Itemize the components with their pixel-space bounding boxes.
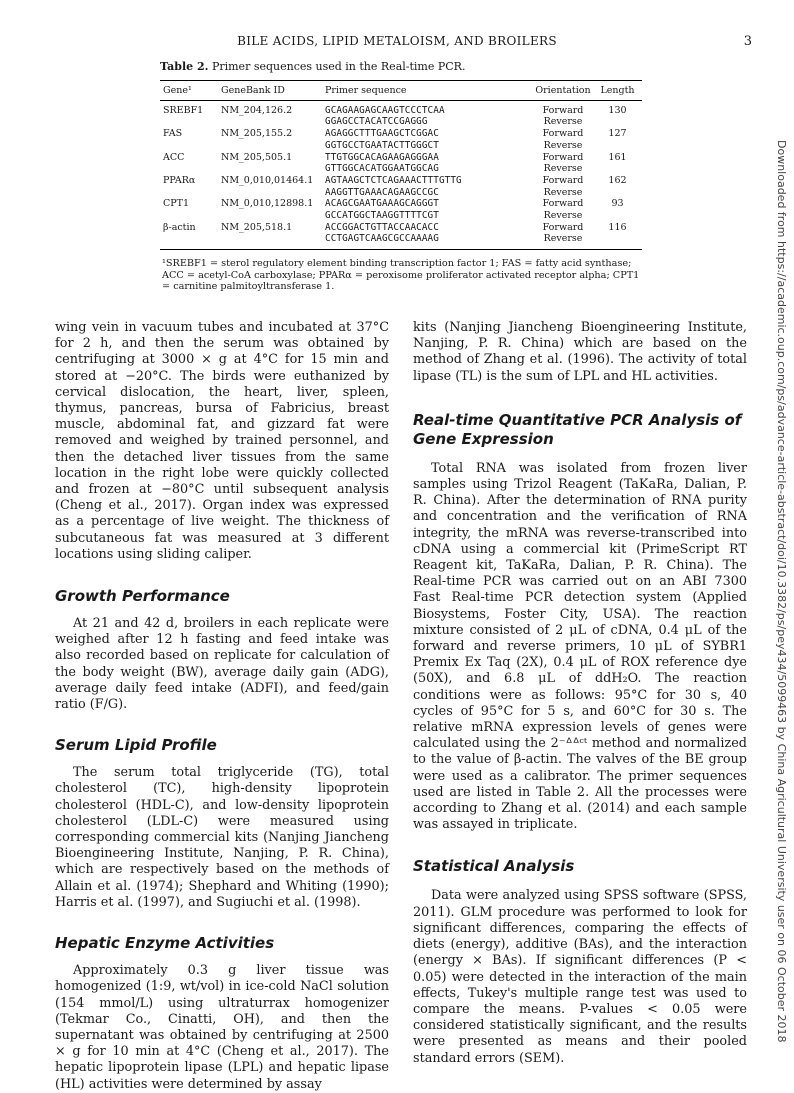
genebank-cell: NM_0,010,12898.1 <box>221 198 314 210</box>
empty-cell <box>160 116 221 128</box>
table-footnote: ¹SREBF1 = sterol regulatory element binding transcription factor 1; FAS = fatty acid synthase; ACC = acetyl-CoA carboxylase; PPARα = peroxisome proliferator activated receptor alpha; CPT1 = carnitine palmitoyltransferase 1. <box>162 258 640 293</box>
pcr-paragraph: Total RNA was isolated from frozen liver samples using Trizol Reagent (TaKaRa, Dalian, P. R. China). After the determination of RNA purity and concentration and the verification of RNA integrity, the mRNA was reverse-transcribed into cDNA using a commercial kit (PrimeScript RT Reagent kit, TaKaRa, Dalian, P. R. China). The Real-time PCR was carried out on an ABI 7300 Fast Real-time PCR detection system (Applied Biosystems, Foster City, USA). The reaction mixture consisted of 2 μL of cDNA, 0.4 μL of the forward and reverse primers, 10 μL of SYBR1 Premix Ex Taq (2X), 0.4 μL of ROX reference dye (50X), and 6.8 μL of ddH₂O. The reaction conditions were as follows: 95°C for 30 s, 40 cycles of 95°C for 5 s, and 60°C for 30 s. The relative mRNA expression levels of genes were calculated using the 2⁻ᐞᐞᶜᵗ method and normalized to the value of β-actin. The valves of the BE group were used as a calibrator. The primer sequences used are listed in Table 2. All the processes were according to Zhang et al. (2014) and each sample was assayed in triplicate. <box>413 460 747 833</box>
length-cell: 161 <box>608 151 627 163</box>
empty-cell <box>221 233 325 249</box>
table-row <box>160 198 642 210</box>
empty-cell <box>160 233 221 249</box>
empty-cell <box>160 140 221 152</box>
primer-table-block <box>160 60 642 293</box>
table-caption-text: Primer sequences used in the Real-time PCR. <box>211 60 466 73</box>
forward-primer-cell: GCAGAAGAGCAAGTCCCTCAA <box>325 104 445 116</box>
table-row <box>160 116 642 128</box>
empty-cell <box>593 210 642 222</box>
empty-cell <box>593 163 642 175</box>
header-gene: Gene¹ <box>160 81 221 101</box>
reverse-primer-cell: GCCATGGCTAAGGTTTTCGT <box>325 210 439 222</box>
header-orientation: Orientation <box>533 81 593 101</box>
table-row <box>160 210 642 222</box>
pcr-heading: Real-time Quantitative PCR Analysis of Gene Expression <box>413 410 742 448</box>
orientation-cell: Reverse <box>543 116 583 128</box>
table-row <box>160 152 642 164</box>
serum-paragraph: The serum total triglyceride (TG), total cholesterol (TC), high-density lipoprotein cholesterol (HDL-C), and low-density lipoprotein cholesterol (LDL-C) were measured using corresponding commercial kits (Nanjing Jiancheng Bioengineering Institute, Nanjing, P. R. China), which are respectively based on the methods of Allain et al. (1974); Shephard and Whiting (1990); Harris et al. (1997), and Sugiuchi et al. (1998). <box>55 765 389 910</box>
forward-primer-cell: ACAGCGAATGAAAGCAGGGT <box>325 198 439 210</box>
table-row <box>160 128 642 140</box>
empty-cell <box>221 116 325 128</box>
gene-cell: SREBF1 <box>163 104 204 116</box>
table-row <box>160 140 642 152</box>
table-row <box>160 163 642 175</box>
gene-cell: ACC <box>163 151 185 163</box>
right-column <box>413 320 747 1067</box>
length-cell: 93 <box>611 198 624 210</box>
genebank-cell: NM_205,155.2 <box>221 128 293 140</box>
table-caption <box>160 60 642 73</box>
orientation-cell: Reverse <box>533 233 593 249</box>
length-cell: 162 <box>608 174 627 186</box>
empty-cell <box>593 187 642 199</box>
primer-table <box>160 80 642 250</box>
statistics-heading: Statistical Analysis <box>413 857 575 876</box>
table-row <box>160 187 642 199</box>
empty-cell <box>160 187 221 199</box>
header-genebank: GeneBank ID <box>221 81 325 101</box>
table-body <box>160 100 642 249</box>
left-column <box>55 320 389 1093</box>
genebank-cell: NM_204,126.2 <box>221 104 293 116</box>
hepatic-heading: Hepatic Enzyme Activities <box>55 934 275 953</box>
gene-cell: PPARα <box>163 174 196 186</box>
forward-primer-cell: TTGTGGCACAGAAGAGGGAA <box>325 151 439 163</box>
gene-cell: FAS <box>163 128 183 140</box>
serum-heading: Serum Lipid Profile <box>55 736 217 755</box>
genebank-cell: NM_205,518.1 <box>221 221 293 233</box>
orientation-cell: Forward <box>542 198 584 210</box>
table-row <box>160 233 642 249</box>
orientation-cell: Forward <box>542 221 584 233</box>
header-length: Length <box>593 81 642 101</box>
growth-paragraph: At 21 and 42 d, broilers in each replicate were weighed after 12 h fasting and feed intake was also recorded based on replicate for calculation of the body weight (BW), average daily gain (ADG), average daily feed intake (ADFI), and feed/gain ratio (F/G). <box>55 616 389 713</box>
reverse-primer-cell: GGTGCCTGAATACTTGGGCT <box>325 139 439 151</box>
table-row <box>160 222 642 234</box>
genebank-cell: NM_205,505.1 <box>221 151 293 163</box>
table-header-row <box>160 81 642 101</box>
orientation-cell: Reverse <box>543 186 583 198</box>
orientation-cell: Forward <box>542 151 584 163</box>
genebank-cell: NM_0,010,01464.1 <box>221 174 314 186</box>
orientation-cell: Forward <box>542 104 584 116</box>
empty-cell <box>593 233 642 249</box>
reverse-primer-cell: GTTGGCACATGGAATGGCAG <box>325 163 439 175</box>
empty-cell <box>221 187 325 199</box>
length-cell: 130 <box>608 104 627 116</box>
table-row <box>160 100 642 116</box>
length-cell: 116 <box>608 221 627 233</box>
statistics-paragraph: Data were analyzed using SPSS software (SPSS, 2011). GLM procedure was performed to look for significant differences, comparing the effects of diets (energy), additive (BAs), and the interaction (energy × BAs). If significant differences (P < 0.05) were detected in the interaction of the main effects, Tukey's multiple range test was used to compare the means. P-values < 0.05 were considered statistically significant, and the results were presented as means and their pooled standard errors (SEM). <box>413 888 747 1066</box>
reverse-primer-cell: GGAGCCTACATCCGAGGG <box>325 116 428 128</box>
orientation-cell: Reverse <box>543 210 583 222</box>
table-row <box>160 175 642 187</box>
forward-primer-cell: ACCGGACTGTTACCAACACC <box>325 221 439 233</box>
empty-cell <box>221 163 325 175</box>
empty-cell <box>593 140 642 152</box>
empty-cell <box>221 140 325 152</box>
forward-primer-cell: AGAGGCTTTGAAGCTCGGAC <box>325 128 439 140</box>
forward-primer-cell: AGTAAGCTCTCAGAAACTTTGTTG <box>325 174 462 186</box>
lipase-paragraph: kits (Nanjing Jiancheng Bioengineering Institute, Nanjing, P. R. China) which are based on the method of Zhang et al. (1996). The activity of total lipase (TL) is the sum of LPL and HL activities. <box>413 320 747 384</box>
empty-cell <box>221 210 325 222</box>
header-sequence: Primer sequence <box>325 81 533 101</box>
page-number: 3 <box>743 34 752 49</box>
orientation-cell: Reverse <box>543 163 583 175</box>
reverse-primer-cell: AAGGTTGAAACAGAAGCCGC <box>325 186 439 198</box>
length-cell: 127 <box>608 128 627 140</box>
gene-cell: CPT1 <box>163 198 190 210</box>
hepatic-paragraph: Approximately 0.3 g liver tissue was homogenized (1:9, wt/vol) in ice-cold NaCl solution (154 mmol/L) using ultraturrax homogenizer (Tekmar Co., Cinatti, OH), and then the supernatant was obtained by centrifuging at 2500 × g for 10 min at 4°C (Cheng et al., 2017). The hepatic lipoprotein lipase (LPL) and hepatic lipase (HL) activities were determined by assay <box>55 963 389 1092</box>
orientation-cell: Forward <box>542 174 584 186</box>
gene-cell: β-actin <box>163 221 196 233</box>
orientation-cell: Forward <box>542 128 584 140</box>
empty-cell <box>160 210 221 222</box>
empty-cell <box>160 163 221 175</box>
empty-cell <box>593 116 642 128</box>
download-notice: Downloaded from https://academic.oup.com/ps/advance-article-abstract/doi/10.3382/ps/pey434/5099463 by China Agricultural University user on 06 October 2018 <box>775 140 788 1043</box>
growth-heading: Growth Performance <box>55 587 230 606</box>
orientation-cell: Reverse <box>543 139 583 151</box>
sampling-paragraph: wing vein in vacuum tubes and incubated at 37°C for 2 h, and then the serum was obtained by centrifuging at 3000 × g at 4°C for 15 min and stored at −20°C. The birds were euthanized by cervical dislocation, the heart, liver, spleen, thymus, pancreas, bursa of Fabricius, breast muscle, abdominal fat, and gizzard fat were removed and weighed by trained personnel, and then the detached liver tissues from the same location in the right lobe were quickly collected and frozen at −80°C until subsequent analysis (Cheng et al., 2017). Organ index was expressed as a percentage of live weight. The thickness of subcutaneous fat was measured at 3 different locations using sliding caliper. <box>55 320 389 562</box>
running-title: BILE ACIDS, LIPID METALOISM, AND BROILERS <box>237 34 557 48</box>
table-label: Table 2. <box>160 60 209 73</box>
reverse-primer-cell: CCTGAGTCAAGCGCCAAAAG <box>325 233 533 249</box>
